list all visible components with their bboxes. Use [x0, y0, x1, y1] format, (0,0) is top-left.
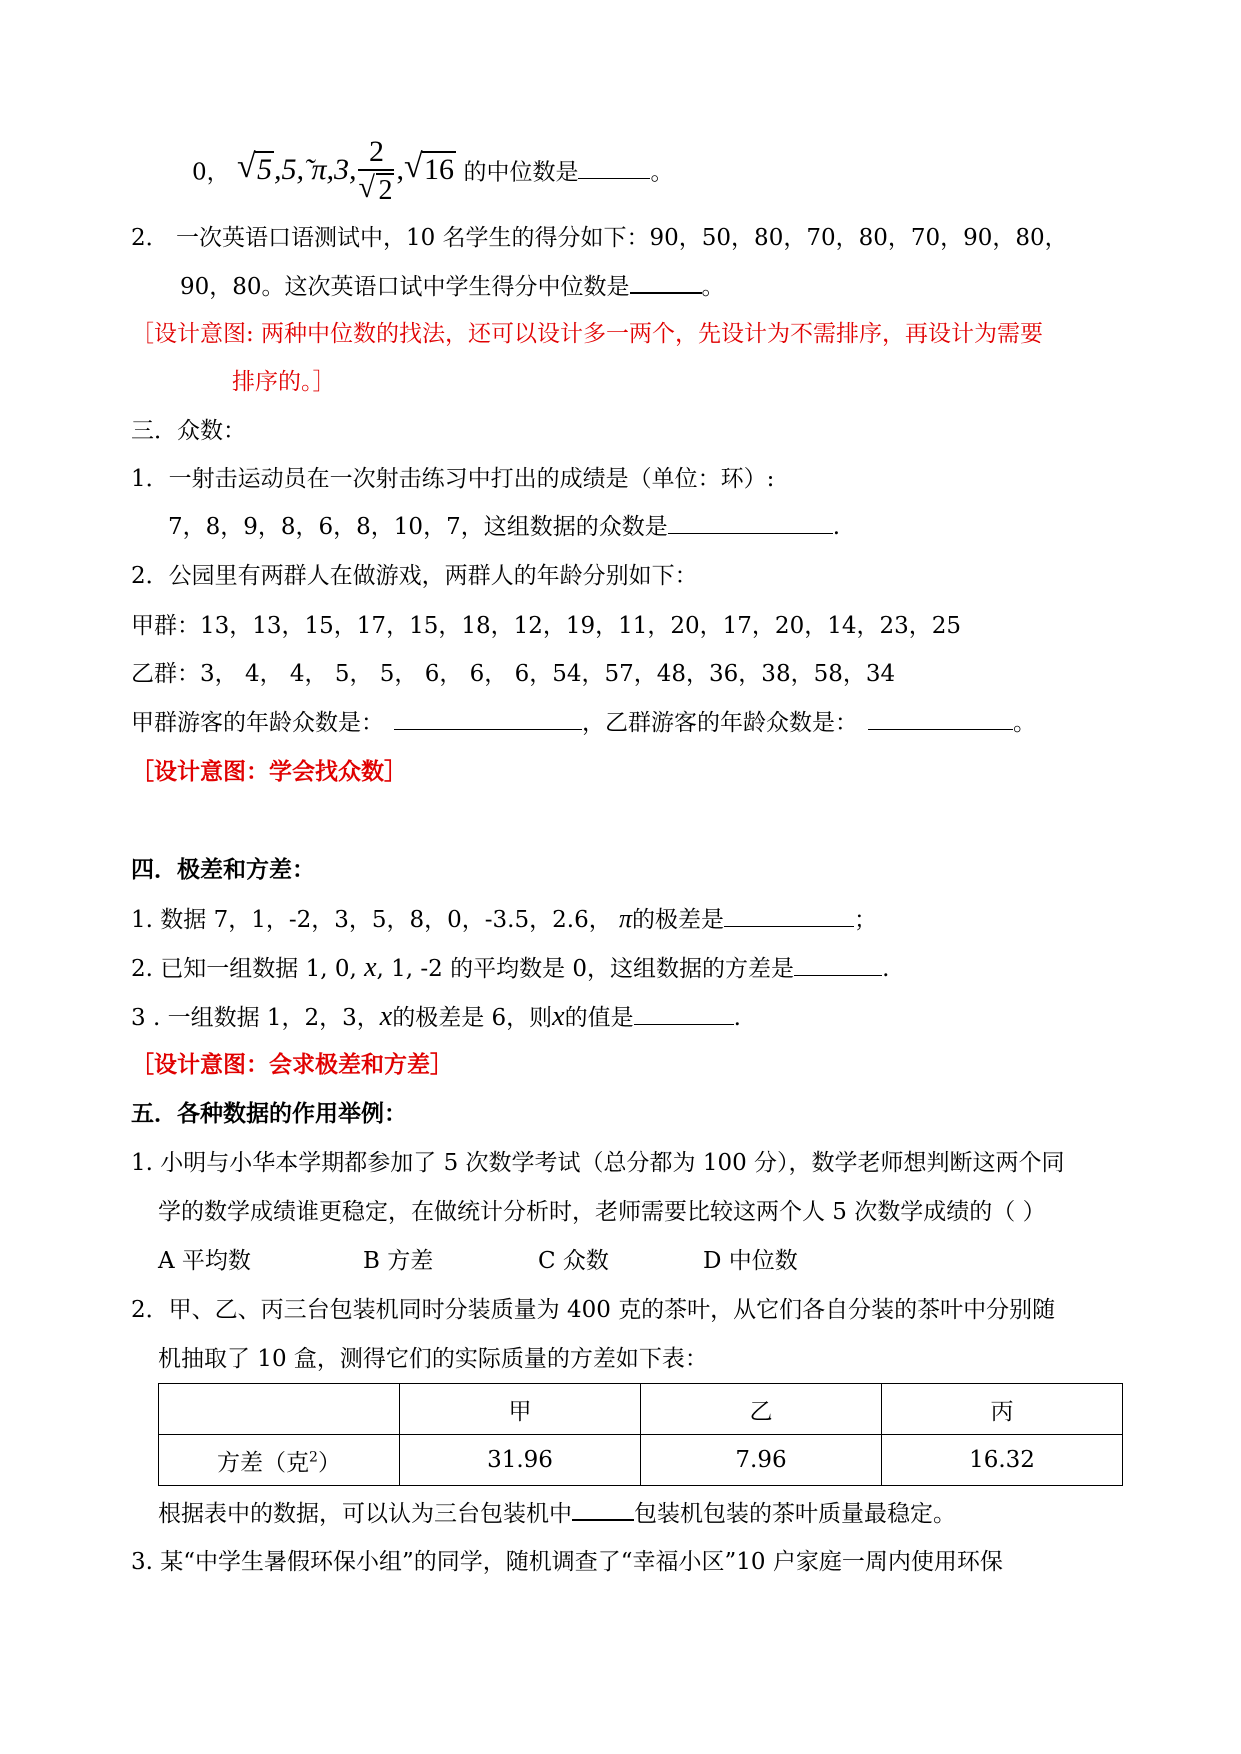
math-middle: ,5,̃ π,3, — [273, 153, 357, 187]
group-yi-ages: 乙群：3， 4， 4， 5， 5， 6， 6， 6，54，57，48，36，38，58，34 — [131, 661, 896, 687]
sqrt-16: √ 16 — [403, 148, 454, 187]
median-question-2-line1: 2． 一次英语口语测试中，10 名学生的得分如下：90，50，80，70，80，70，90，80， — [131, 225, 1068, 251]
math-expression: √ 5,5,̃ π,3, 2 √ 2 , √ 16 — [237, 153, 464, 186]
median-question-1: 0， √ 5,5,̃ π,3, 2 √ 2 , √ 16 的中位数是 。 — [192, 135, 673, 210]
mode-question-1-line1: 1．一射击运动员在一次射击练习中打出的成绩是（单位：环）: — [131, 466, 775, 492]
table-cell-jia: 31.96 — [400, 1435, 641, 1486]
design-intent-median-line1: ［设计意图: 两种中位数的找法，还可以设计多一两个，先设计为不需排序，再设计为需要 — [131, 321, 1044, 347]
answer-blank[interactable] — [578, 156, 650, 179]
usage-question-1-line2: 学的数学成绩谁更稳定，在做统计分析时，老师需要比较这两个人 5 次数学成绩的（ ） — [158, 1199, 1046, 1225]
table-cell-bing: 16.32 — [882, 1435, 1123, 1486]
text-prefix: 0， — [192, 159, 230, 186]
fraction: 2 √ 2 — [358, 135, 393, 206]
option-a[interactable]: A 平均数 — [158, 1248, 251, 1274]
answer-blank-yi[interactable] — [868, 707, 1013, 730]
usage-question-2-line1: 2．甲、乙、丙三台包装机同时分装质量为 400 克的茶叶，从它们各自分装的茶叶中分别随 — [131, 1297, 1056, 1323]
sqrt-5: √ 5 — [236, 148, 272, 187]
usage-question-2-answer: 根据表中的数据，可以认为三台包装机中 包装机包装的茶叶质量最稳定。 — [158, 1497, 956, 1530]
table-cell-yi: 7.96 — [641, 1435, 882, 1486]
option-b[interactable]: B 方差 — [363, 1248, 434, 1274]
table-header-empty — [159, 1384, 400, 1435]
design-intent-mode: ［设计意图：学会找众数］ — [131, 758, 407, 785]
design-intent-median-line2: 排序的。］ — [232, 369, 336, 395]
option-c[interactable]: C 众数 — [538, 1248, 609, 1274]
group-jia-ages: 甲群：13，13，15，17，15，18，12，19，11，20，17，20，14，23，25 — [131, 613, 961, 639]
answer-blank[interactable] — [630, 270, 702, 294]
table-row-label: 方差（克$^2$） — [159, 1435, 400, 1486]
answer-blank[interactable] — [794, 953, 882, 976]
answer-blank-jia[interactable] — [394, 707, 582, 730]
answer-blank[interactable] — [634, 1002, 734, 1025]
answer-blank[interactable] — [724, 904, 854, 927]
design-intent-range-variance: ［设计意图：会求极差和方差］ — [131, 1051, 453, 1078]
section-3-title: 三．众数： — [131, 418, 246, 444]
usage-question-1-options — [158, 1245, 798, 1277]
section-4-title: 四．极差和方差： — [131, 856, 315, 883]
median-question-2-line2: 90，80。这次英语口试中学生得分中位数是 。 — [180, 270, 725, 303]
table-header-yi: 乙 — [641, 1384, 882, 1435]
option-d[interactable]: D 中位数 — [703, 1248, 798, 1274]
text-suffix: 的中位数是 — [463, 159, 579, 186]
section-5-title: 五．各种数据的作用举例： — [131, 1100, 407, 1127]
table-row — [159, 1435, 1123, 1486]
range-question-1: 1. 数据 7，1，-2，3，5，8，0，-3.5，2.6， π的极差是 ； — [131, 904, 878, 933]
range-question-3: 3 . 一组数据 1，2，3，x的极差是 6，则x的值是 . — [131, 1001, 741, 1032]
mode-question-2-ask: 甲群游客的年龄众数是： ，乙群游客的年龄众数是： 。 — [131, 707, 1036, 739]
usage-question-2-line2: 机抽取了 10 盒，测得它们的实际质量的方差如下表： — [158, 1346, 708, 1372]
table-header-jia: 甲 — [400, 1384, 641, 1435]
table-header-bing: 丙 — [882, 1384, 1123, 1435]
mode-question-2-line1: 2．公园里有两群人在做游戏，两群人的年龄分别如下： — [131, 563, 698, 589]
usage-question-1-line1: 1. 小明与小华本学期都参加了 5 次数学考试（总分都为 100 分），数学老师想判断这两个同 — [131, 1150, 1065, 1176]
mode-question-1-line2: 7，8，9，8，6，8，10，7，这组数据的众数是 . — [168, 511, 840, 543]
variance-question-2: 2. 已知一组数据 1, 0, x, 1, -2 的平均数是 0，这组数据的方差是 . — [131, 952, 890, 983]
usage-question-3-line1: 3. 某“中学生暑假环保小组”的同学，随机调查了“幸福小区”10 户家庭一周内使用环保 — [131, 1549, 1003, 1575]
table-header-row — [159, 1384, 1123, 1435]
variance-table — [158, 1383, 1123, 1486]
answer-blank[interactable] — [572, 1497, 634, 1521]
answer-blank[interactable] — [668, 511, 833, 534]
